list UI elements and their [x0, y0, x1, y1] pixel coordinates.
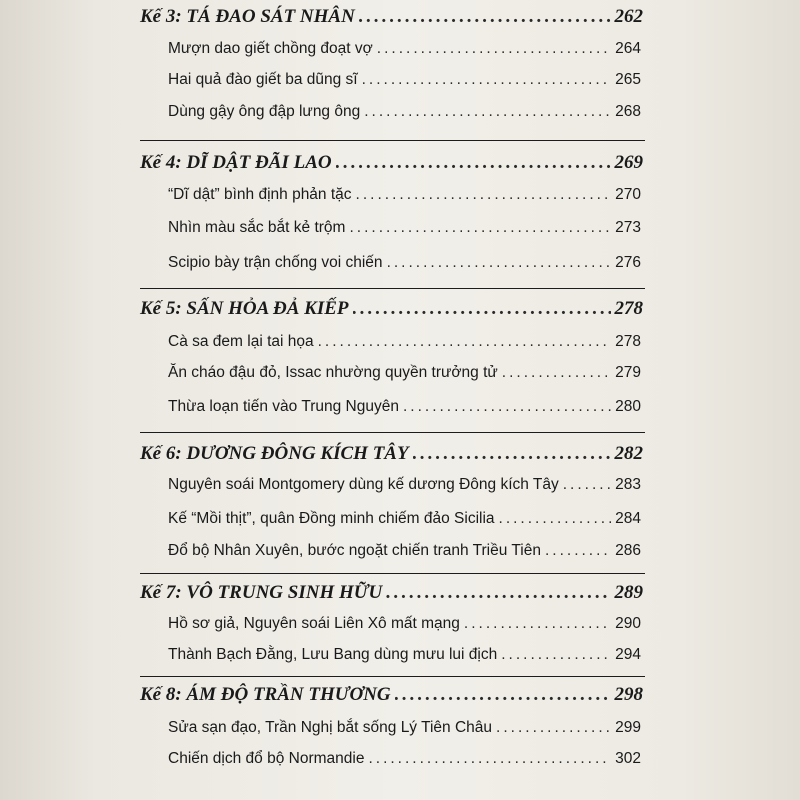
list-item	[168, 719, 641, 737]
item-page: 279	[615, 364, 641, 381]
section-page: 278	[614, 298, 643, 319]
item-page: 268	[615, 103, 641, 120]
item-page: 299	[615, 719, 641, 736]
leader-dots	[353, 298, 611, 320]
section-heading	[140, 582, 643, 604]
leader-dots	[349, 219, 611, 237]
list-item	[168, 510, 641, 528]
section-title: Kế 4: DĨ DẬT ĐÃI LAO	[140, 152, 332, 173]
leader-dots	[413, 443, 611, 465]
item-page: 273	[615, 219, 641, 236]
section-heading	[140, 443, 643, 465]
leader-dots	[501, 646, 611, 664]
leader-dots	[502, 364, 611, 382]
list-item	[168, 333, 641, 351]
section-divider	[140, 573, 645, 574]
item-title: “Dĩ dật” bình định phản tặc	[168, 186, 352, 203]
item-page: 286	[615, 542, 641, 559]
item-title: Hai quả đào giết ba dũng sĩ	[168, 71, 358, 88]
list-item	[168, 254, 641, 272]
leader-dots	[377, 40, 611, 58]
leader-dots	[336, 152, 611, 174]
list-item	[168, 40, 641, 58]
item-title: Nguyên soái Montgomery dùng kế dương Đông kích Tây	[168, 476, 559, 493]
section-page: 298	[614, 684, 643, 705]
item-page: 284	[615, 510, 641, 527]
list-item	[168, 186, 641, 204]
item-title: Hồ sơ giả, Nguyên soái Liên Xô mất mạng	[168, 615, 460, 632]
section-heading	[140, 298, 643, 320]
list-item	[168, 750, 641, 768]
list-item	[168, 646, 641, 664]
leader-dots	[464, 615, 611, 633]
item-title: Thành Bạch Đằng, Lưu Bang dùng mưu lui địch	[168, 646, 498, 663]
list-item	[168, 542, 641, 560]
section-heading	[140, 684, 643, 706]
leader-dots	[387, 254, 612, 272]
item-title: Scipio bày trận chống voi chiến	[168, 254, 383, 271]
section-page: 269	[614, 152, 643, 173]
leader-dots	[359, 6, 611, 28]
table-of-contents	[140, 0, 660, 800]
leader-dots	[386, 582, 610, 604]
section-divider	[140, 140, 645, 141]
section-divider	[140, 288, 645, 289]
item-title: Cà sa đem lại tai họa	[168, 333, 314, 350]
leader-dots	[563, 476, 611, 494]
list-item	[168, 71, 641, 89]
item-title: Ăn cháo đậu đỏ, Issac nhường quyền trưởng tử	[168, 364, 498, 381]
leader-dots	[499, 510, 612, 528]
item-title: Chiến dịch đổ bộ Normandie	[168, 750, 365, 767]
section-title: Kế 7: VÔ TRUNG SINH HỮU	[140, 582, 383, 603]
section-heading	[140, 152, 643, 174]
section-heading	[140, 6, 643, 28]
list-item	[168, 398, 641, 416]
item-page: 276	[615, 254, 641, 271]
section-title: Kế 5: SẤN HỎA ĐẢ KIẾP	[140, 298, 349, 319]
leader-dots	[364, 103, 611, 121]
section-divider	[140, 432, 645, 433]
item-title: Mượn dao giết chồng đoạt vợ	[168, 40, 373, 57]
item-title: Đổ bộ Nhân Xuyên, bước ngoặt chiến tranh Triều Tiên	[168, 542, 541, 559]
section-page: 289	[614, 582, 643, 603]
item-page: 302	[615, 750, 641, 767]
leader-dots	[496, 719, 611, 737]
leader-dots	[318, 333, 612, 351]
leader-dots	[368, 750, 611, 768]
list-item	[168, 476, 641, 494]
item-page: 283	[615, 476, 641, 493]
leader-dots	[403, 398, 611, 416]
item-page: 265	[615, 71, 641, 88]
section-title: Kế 3: TÁ ĐAO SÁT NHÂN	[140, 6, 355, 27]
leader-dots	[545, 542, 611, 560]
leader-dots	[395, 684, 611, 706]
list-item	[168, 364, 641, 382]
list-item	[168, 219, 641, 237]
item-title: Nhìn màu sắc bắt kẻ trộm	[168, 219, 346, 236]
item-title: Dùng gậy ông đập lưng ông	[168, 103, 361, 120]
list-item	[168, 103, 641, 121]
section-title: Kế 8: ÁM ĐỘ TRẦN THƯƠNG	[140, 684, 391, 705]
section-page: 282	[614, 443, 643, 464]
item-page: 278	[615, 333, 641, 350]
section-divider	[140, 676, 645, 677]
section-title: Kế 6: DƯƠNG ĐÔNG KÍCH TÂY	[140, 443, 409, 464]
section-page: 262	[614, 6, 643, 27]
item-page: 270	[615, 186, 641, 203]
item-title: Thừa loạn tiến vào Trung Nguyên	[168, 398, 399, 415]
item-page: 290	[615, 615, 641, 632]
leader-dots	[356, 186, 612, 204]
item-title: Sửa sạn đạo, Trần Nghị bắt sống Lý Tiên Châu	[168, 719, 493, 736]
item-page: 294	[615, 646, 641, 663]
list-item	[168, 615, 641, 633]
item-page: 264	[615, 40, 641, 57]
item-page: 280	[615, 398, 641, 415]
item-title: Kế “Mồi thịt”, quân Đồng minh chiếm đảo Sicilia	[168, 510, 495, 527]
leader-dots	[362, 71, 612, 89]
